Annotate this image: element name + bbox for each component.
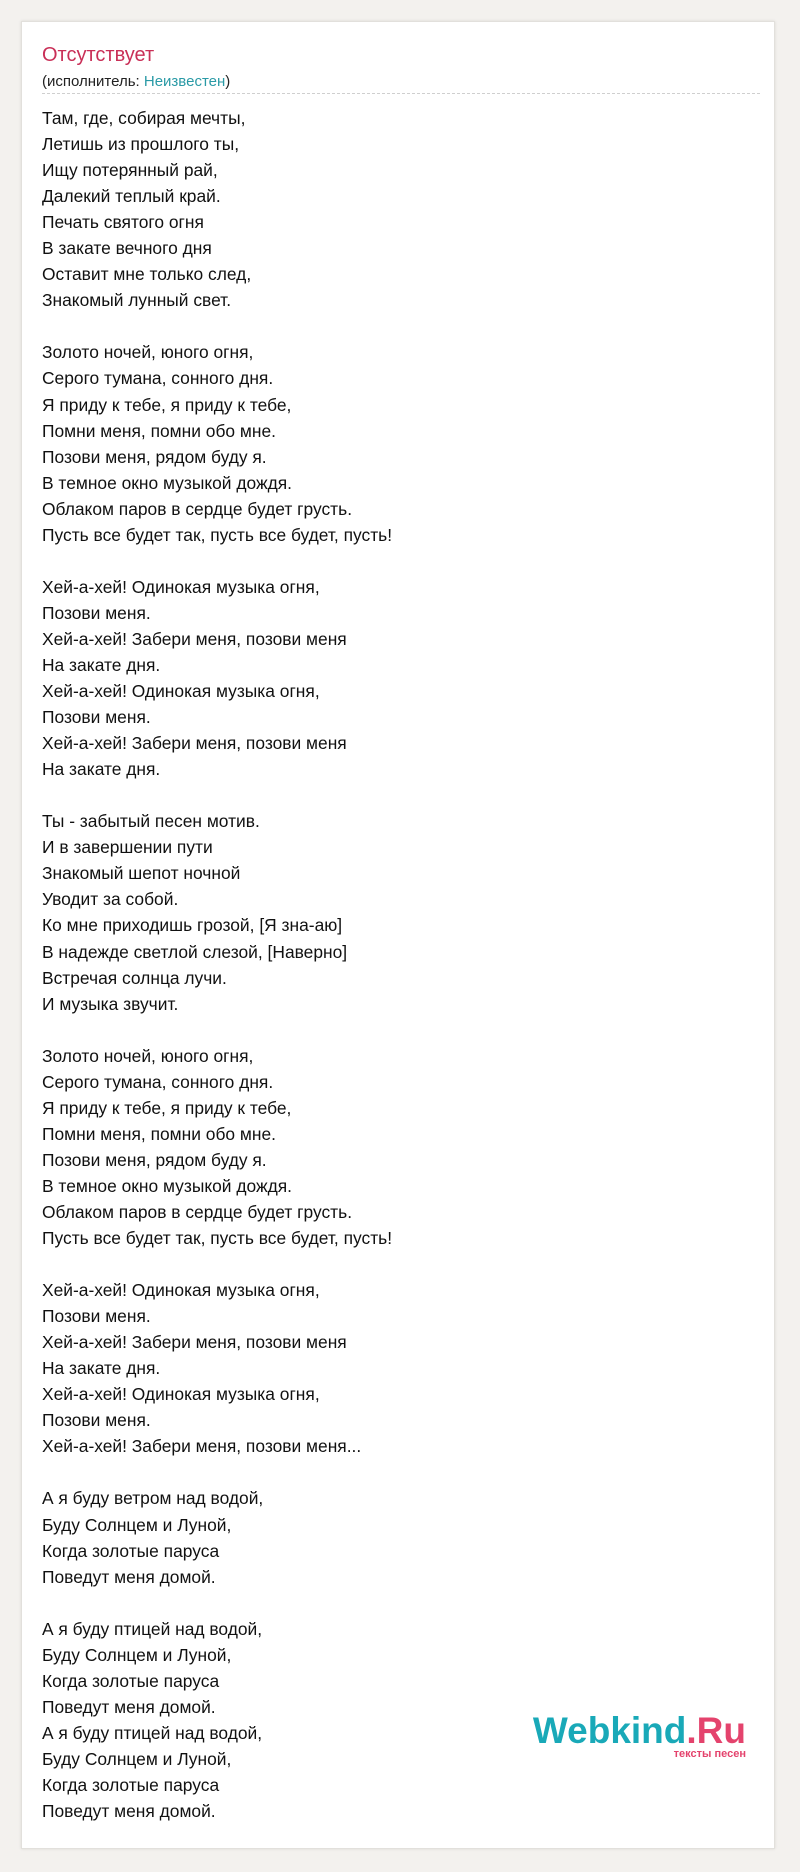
logo-name: Webkind [532, 1710, 687, 1751]
lyrics-line: Когда золотые паруса [42, 1670, 220, 1691]
lyrics-line: Я приду к тебе, я приду к тебе, [42, 394, 292, 415]
lyrics-line: И в завершении пути [42, 837, 213, 858]
lyrics-line: На закате дня. [42, 759, 161, 780]
lyrics-stanza [42, 1485, 742, 1589]
lyrics-line: Я приду к тебе, я приду к тебе, [42, 1097, 292, 1118]
lyrics-line: Золото ночей, юного огня, [42, 1045, 254, 1066]
lyrics-line: На закате дня. [42, 654, 161, 675]
lyrics-stanza [42, 105, 742, 313]
header-divider [42, 93, 760, 94]
lyrics-stanza [42, 339, 742, 547]
lyrics-line: Когда золотые паруса [42, 1540, 220, 1561]
lyrics-line: Летишь из прошлого ты, [42, 134, 240, 155]
lyrics-line: Позови меня. [42, 1410, 151, 1431]
lyrics-line: Когда золотые паруса [42, 1775, 220, 1795]
lyrics-line: Ты - забытый песен мотив. [42, 811, 260, 832]
lyrics-line: Хей-а-хей! Забери меня, позови меня [42, 1332, 347, 1353]
lyrics-line: Хей-а-хей! Забери меня, позови меня [42, 733, 347, 754]
lyrics-line: Облаком паров в сердце будет грусть. [42, 498, 353, 519]
lyrics-text [42, 105, 742, 1824]
performer-link[interactable]: Неизвестен [143, 73, 226, 90]
lyrics-line: Буду Солнцем и Луной, [42, 1748, 232, 1769]
lyrics-line: Хей-а-хей! Одинокая музыка огня, [42, 681, 320, 702]
lyrics-line: Встречая солнца лучи. [42, 967, 227, 988]
performer-line [42, 72, 230, 92]
lyrics-line: Далекий теплый край. [42, 186, 221, 207]
lyrics-stanza [42, 808, 742, 1016]
lyrics-line: А я буду птицей над водой, [42, 1618, 263, 1639]
lyrics-line: Поведут меня домой. [42, 1801, 216, 1822]
song-title: Отсутствует [42, 44, 155, 66]
lyrics-line: Хей-а-хей! Одинокая музыка огня, [42, 1384, 320, 1405]
lyrics-line: Оставит мне только след, [42, 264, 252, 285]
lyrics-line: Серого тумана, сонного дня. [42, 1071, 274, 1092]
lyrics-line: Буду Солнцем и Луной, [42, 1644, 232, 1665]
lyrics-line: Помни меня, помни обо мне. [42, 420, 276, 441]
lyrics-line: Хей-а-хей! Одинокая музыка огня, [42, 576, 320, 597]
lyrics-line: Позови меня. [42, 707, 151, 728]
lyrics-line: Серого тумана, сонного дня. [42, 368, 274, 389]
site-logo[interactable] [533, 1712, 746, 1760]
lyrics-line: Печать святого огня [42, 212, 204, 233]
lyrics-line: Хей-а-хей! Забери меня, позови меня [42, 628, 347, 649]
lyrics-line: В темное окно музыкой дождя. [42, 1175, 292, 1196]
lyrics-line: Позови меня. [42, 602, 151, 623]
lyrics-line: Поведут меня домой. [42, 1696, 216, 1717]
logo-tagline: тексты песен [673, 1748, 746, 1760]
lyrics-stanza [42, 574, 742, 782]
lyrics-line: А я буду птицей над водой, [42, 1722, 263, 1743]
lyrics-line: Пусть все будет так, пусть все будет, пусть! [42, 1228, 393, 1249]
lyrics-line: Знакомый шепот ночной [42, 863, 241, 884]
lyrics-line: Позови меня, рядом буду я. [42, 446, 267, 467]
lyrics-line: Буду Солнцем и Луной, [42, 1514, 232, 1535]
lyrics-line: В закате вечного дня [42, 238, 212, 259]
lyrics-line: Позови меня. [42, 1306, 151, 1327]
lyrics-line: Хей-а-хей! Забери меня, позови меня... [42, 1436, 362, 1457]
logo-wordmark [533, 1712, 746, 1750]
lyrics-line: Хей-а-хей! Одинокая музыка огня, [42, 1280, 320, 1301]
lyrics-line: Золото ночей, юного огня, [42, 342, 254, 363]
lyrics-line: Пусть все будет так, пусть все будет, пусть! [42, 524, 393, 545]
lyrics-line: Ищу потерянный рай, [42, 160, 218, 181]
lyrics-card [21, 21, 775, 1849]
logo-tld: .Ru [686, 1710, 746, 1751]
lyrics-line: И музыка звучит. [42, 993, 179, 1014]
lyrics-line: Позови меня, рядом буду я. [42, 1149, 267, 1170]
performer-prefix: (исполнитель: [42, 73, 144, 90]
lyrics-line: На закате дня. [42, 1358, 161, 1379]
lyrics-line: Знакомый лунный свет. [42, 290, 232, 311]
lyrics-stanza [42, 1277, 742, 1459]
performer-suffix: ) [225, 73, 231, 90]
lyrics-line: Там, где, собирая мечты, [42, 108, 246, 128]
lyrics-line: В темное окно музыкой дождя. [42, 472, 292, 493]
lyrics-line: Облаком паров в сердце будет грусть. [42, 1201, 353, 1222]
lyrics-line: А я буду ветром над водой, [42, 1488, 264, 1509]
lyrics-line: Поведут меня домой. [42, 1566, 216, 1587]
lyrics-line: Ко мне приходишь грозой, [Я зна-аю] [42, 915, 343, 936]
lyrics-stanza [42, 1043, 742, 1251]
lyrics-line: Помни меня, помни обо мне. [42, 1123, 276, 1144]
lyrics-line: В надежде светлой слезой, [Наверно] [42, 941, 348, 962]
lyrics-line: Уводит за собой. [42, 889, 179, 910]
